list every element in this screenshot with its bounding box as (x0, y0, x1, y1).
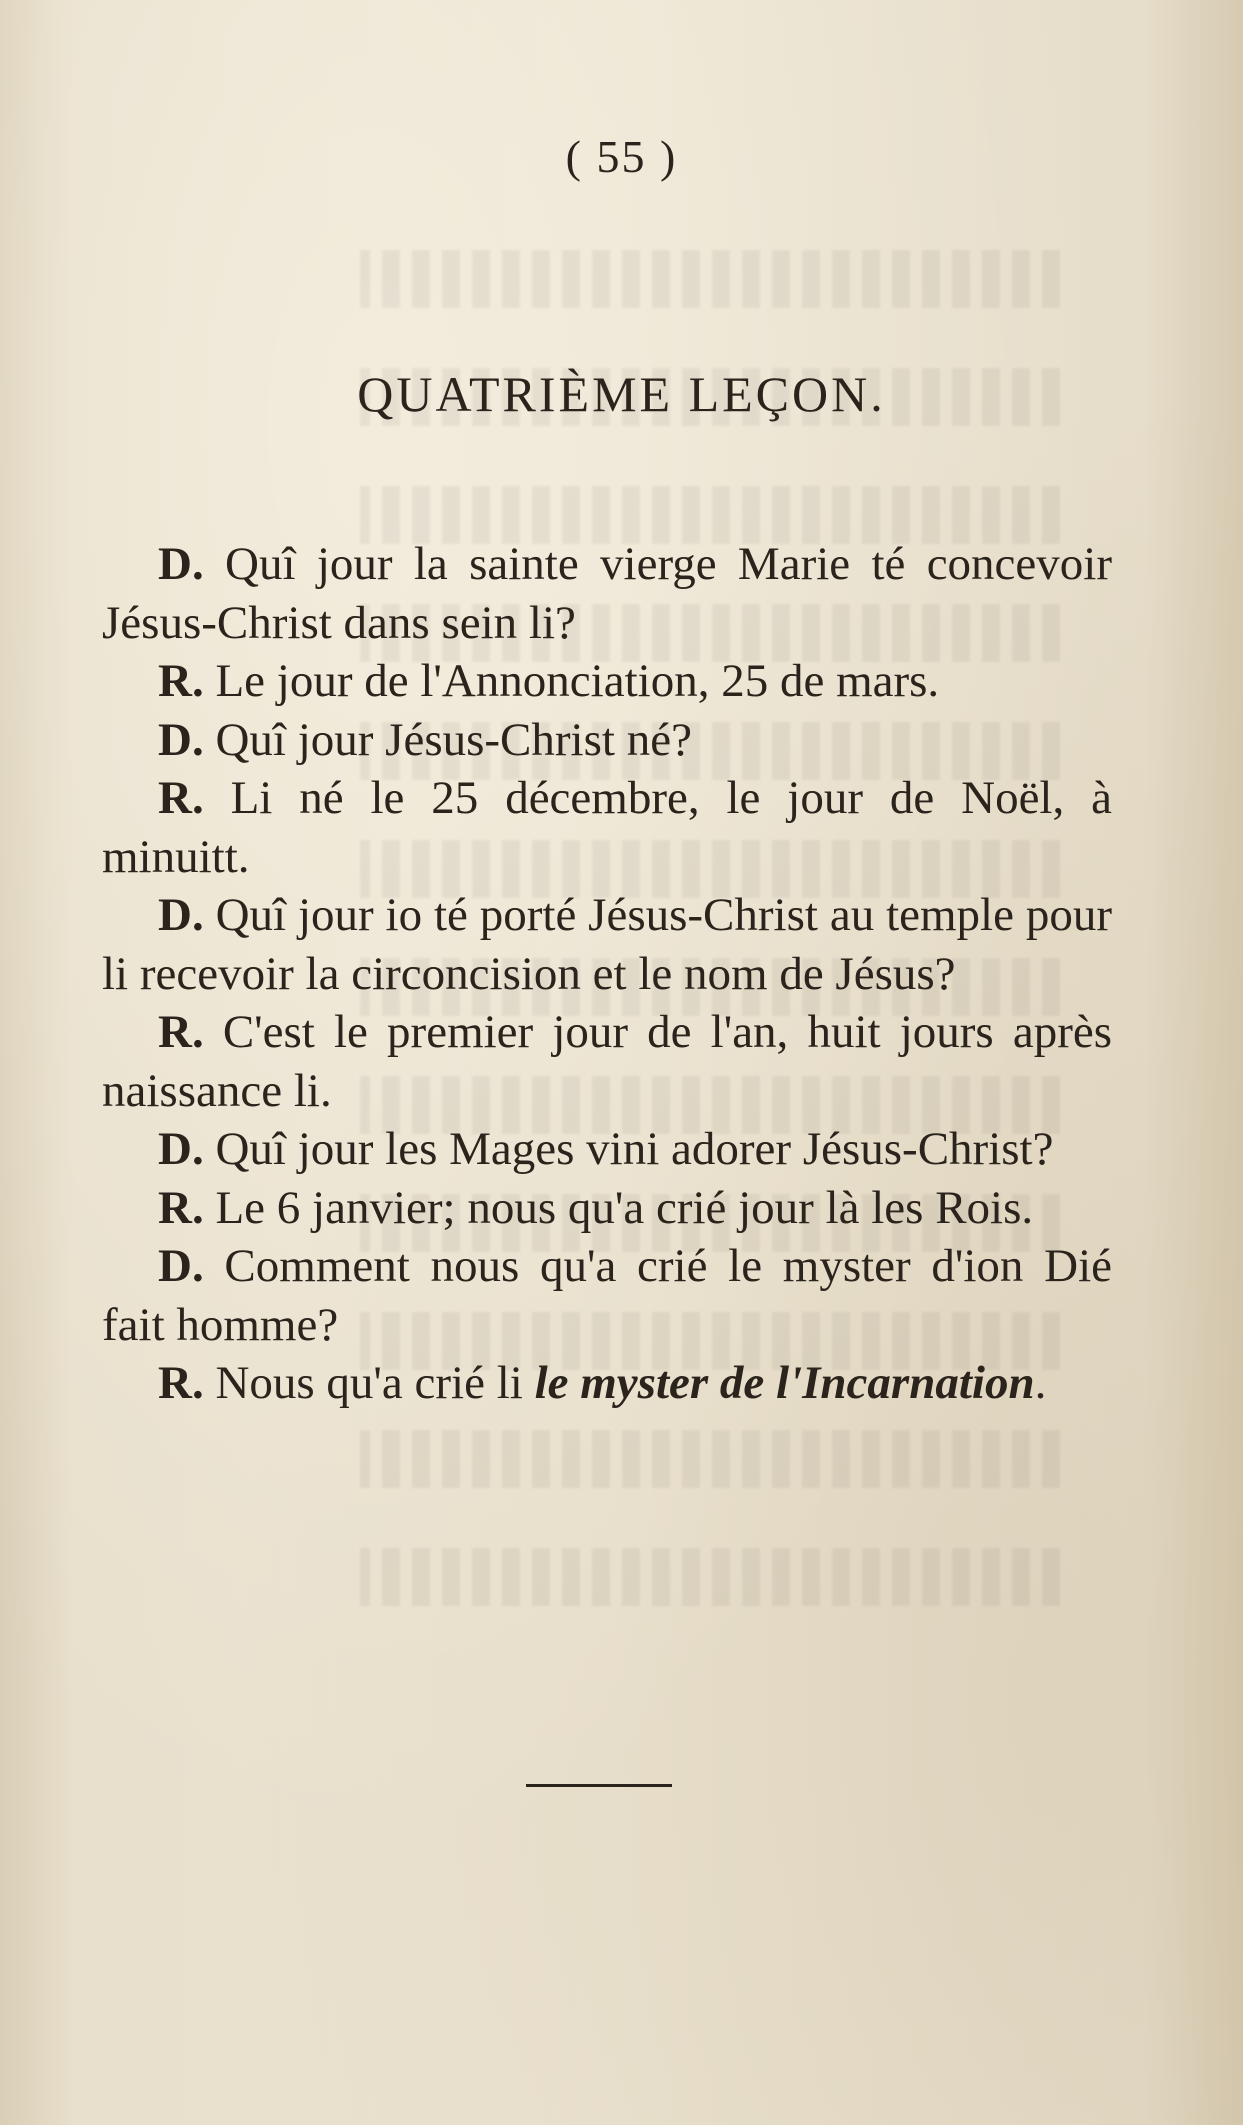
question-marker: D. (158, 889, 204, 941)
answer-end: . (1034, 1357, 1047, 1409)
question-text: Quî jour la sainte vierge Marie té concevoir Jésus-Christ dans sein li? (102, 538, 1112, 649)
question-text: Comment nous qu'a crié le myster d'ion Dié fait homme? (102, 1240, 1112, 1351)
question-marker: D. (158, 1123, 204, 1175)
question-1 (102, 535, 1112, 652)
answer-marker: R. (158, 1357, 204, 1409)
italic-term: le myster de l'Incarnation (534, 1357, 1035, 1409)
question-text: Quî jour Jésus-Christ né? (203, 713, 692, 766)
question-4 (102, 1120, 1112, 1179)
question-3 (102, 886, 1112, 1003)
question-2 (102, 711, 1112, 770)
answer-5 (102, 1354, 1112, 1413)
answer-marker: R. (158, 655, 204, 707)
answer-marker: R. (158, 1006, 204, 1058)
answer-2 (102, 769, 1112, 886)
question-text: Quî jour les Mages vini adorer Jésus-Christ? (203, 1123, 1054, 1175)
answer-text: Li né le 25 décembre, le jour de Noël, à minuitt. (102, 772, 1112, 883)
answer-text: Le 6 janvier; nous qu'a crié jour là les Rois. (203, 1181, 1034, 1234)
answer-4 (102, 1179, 1112, 1238)
lesson-heading: QUATRIÈME LEÇON. (357, 366, 886, 422)
answer-marker: R. (158, 1181, 204, 1234)
answer-3 (102, 1003, 1112, 1120)
answer-text: Nous qu'a crié li (203, 1357, 535, 1409)
question-marker: D. (158, 538, 204, 590)
answer-text: C'est le premier jour de l'an, huit jours après naissance li. (102, 1006, 1112, 1117)
question-marker: D. (158, 713, 204, 766)
page-number: ( 55 ) (565, 131, 678, 182)
question-text: Quî jour io té porté Jésus-Christ au temple pour li recevoir la circoncision et le nom de Jésus? (102, 889, 1112, 1000)
answer-text: Le jour de l'Annonciation, 25 de mars. (203, 655, 940, 707)
section-divider (526, 1784, 672, 1787)
question-5 (102, 1237, 1112, 1354)
answer-marker: R. (158, 772, 204, 824)
answer-1 (102, 652, 1112, 711)
catechism-text (102, 535, 1112, 1413)
question-marker: D. (158, 1240, 204, 1292)
